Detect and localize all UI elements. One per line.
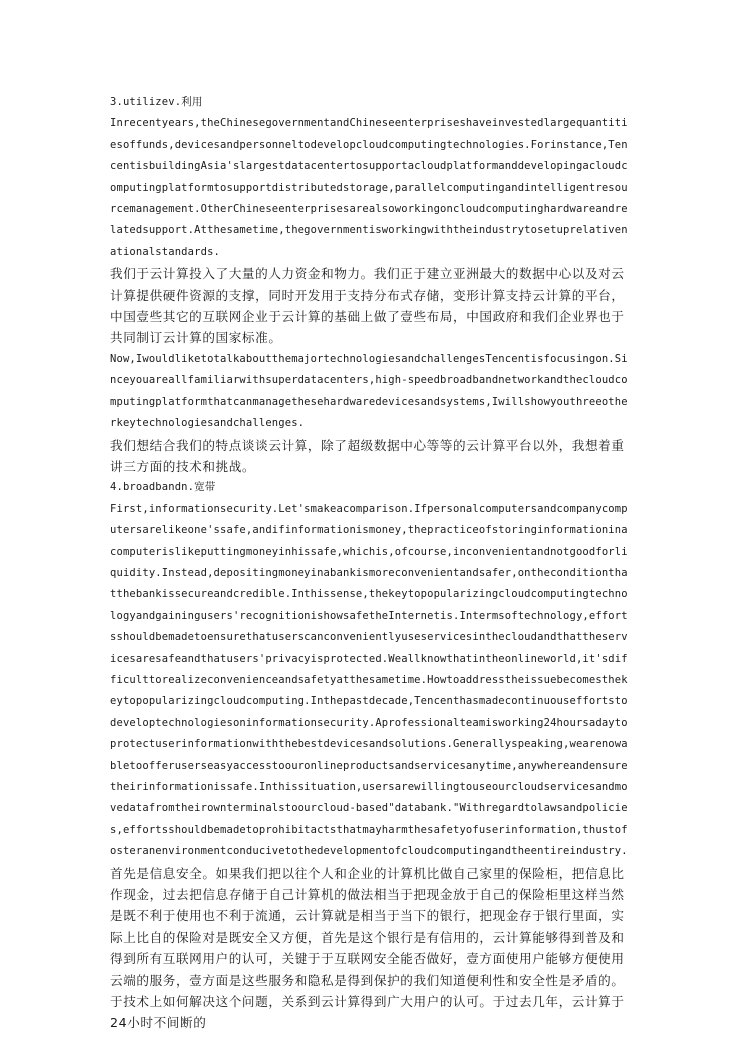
chinese-paragraph-security: 首先是信息安全。如果我们把以往个人和企业的计算机比做自己家里的保险柜，把信息比作现金，过去把信息存储于自己计算机的做法相当于把现金放于自己的保险柜里这样当然是既不利于使用也不利于流通，云计算就是相当于当下的银行，把现金存于银行里面，实际上比自的保险对是既安全又方便，首先是这个银行是有信用的，云计算能够得到普及和得到所有互联网用户的认可，关键于于互联网安全能否做好，壹方面使用户能够方便使用云端的服务，壹方面是这些服务和隐私是得到保护的我们知道便利性和安全性是矛盾的。于技术上如何解决这个问题，关系到云计算得到广大用户的认可。于过去几年，云计算于24小时不间断的 — [110, 865, 625, 1031]
english-paragraph-security: First,informationsecurity.Let'smakeacomparison.Ifpersonalcomputersandcompanycomputersarelikeone'ssafe,andifinformationismoney,thepracticeofstoringinformationinacomputerislikeputtingmoneyinhissafe,whichis,ofcourse,inconvenientandnotgoodforliquidity.Instead,depositingmoneyinabankismoreconvenientandsafer,ontheconditionthatthebankissecureandcredible.Inthissense,thekeytopopularizingcloudcomputingtechnologyandgainingusers'recognitionishowsafetheInternetis.Intermsoftechnology,effortsshouldbemadetoensurethatuserscanconvenientlyuseservicesinthecloudandthattheservicesaresafeandthatusers'privacyisprotected.Weallknowthatintheonlineworld,it'sdifficulttorealizeconvenienceandsafetyatthesametime.Howtoaddresstheissuebecomesthekeytopopularizingcloudcomputing.Inthepastdecade,Tencenthasmadecontinuouseffortstodeveloptechnologiesoninformationsecurity.Aprofessionalteamisworking24hoursadaytoprotectuserinformationwiththebestdevicesandsolutions.Generallyspeaking,wearenowabletoofferuserseasyaccesstoouronlineproductsandservicesanytime,anywhereandensuretheirinformationissafe.Inthissituation,usersarewillingtouseourcloudservicesandmovedatafromtheirownterminalstoourcloud-based"databank."Withregardtolawsandpolicies,effortsshouldbemadetoprohibitactsthatmayharmthesafetyofuserinformation,thustofosteranenvironmentconducivetothedevelopmentofcloudcomputingandtheentireindustry. — [110, 502, 628, 858]
english-paragraph-technologies: Now,IwouldliketotalkaboutthemajortechnologiesandchallengesTencentisfocusingon.Sinceyouareallfamiliarwithsuperdatacenters,high-speedbroadbandnetworkandthecloudcomputingplatformthatcanmanagethesehardwaredevicesandsystems,Iwillshowyouthreeotherkeytechnologiesandchallenges. — [110, 352, 628, 430]
document-page — [110, 92, 630, 1034]
chinese-paragraph-technologies: 我们想结合我们的特点谈谈云计算，除了超级数据中心等等的云计算平台以外，我想着重讲三方面的技术和挑战。 — [110, 437, 625, 474]
english-paragraph-investment: Inrecentyears,theChinesegovernmentandChineseenterpriseshaveinvestedlargequantitiesoffunds,devicesandpersonneltodevelopcloudcomputingtechnologies.Forinstance,TencentisbuildingAsia'slargestdatacentertosupportacloudplatformanddevelopingacloudcomputingplatformtosupportdistributedstorage,parallelcomputingandintelligentresourcemanagement.OtherChineseenterprisesarealsoworkingoncloudcomputinghardwareandrelatedsupport.Atthesametime,thegovernmentisworkingwiththeindustrytosetuprelativenationalstandards. — [110, 117, 628, 258]
vocab-heading-broadband: 4.broadbandn.宽带 — [110, 481, 216, 494]
chinese-paragraph-investment: 我们于云计算投入了大量的人力资金和物力。我们正于建立亚洲最大的数据中心以及对云计算提供硬件资源的支撑，同时开发用于支持分布式存储，变形计算支持云计算的平台，中国壹些其它的互联网企业于云计算的基础上做了壹些布局，中国政府和我们企业界也于共同制订云计算的国家标准。 — [110, 266, 625, 346]
vocab-heading-utilize: 3.utilizev.利用 — [110, 96, 203, 108]
